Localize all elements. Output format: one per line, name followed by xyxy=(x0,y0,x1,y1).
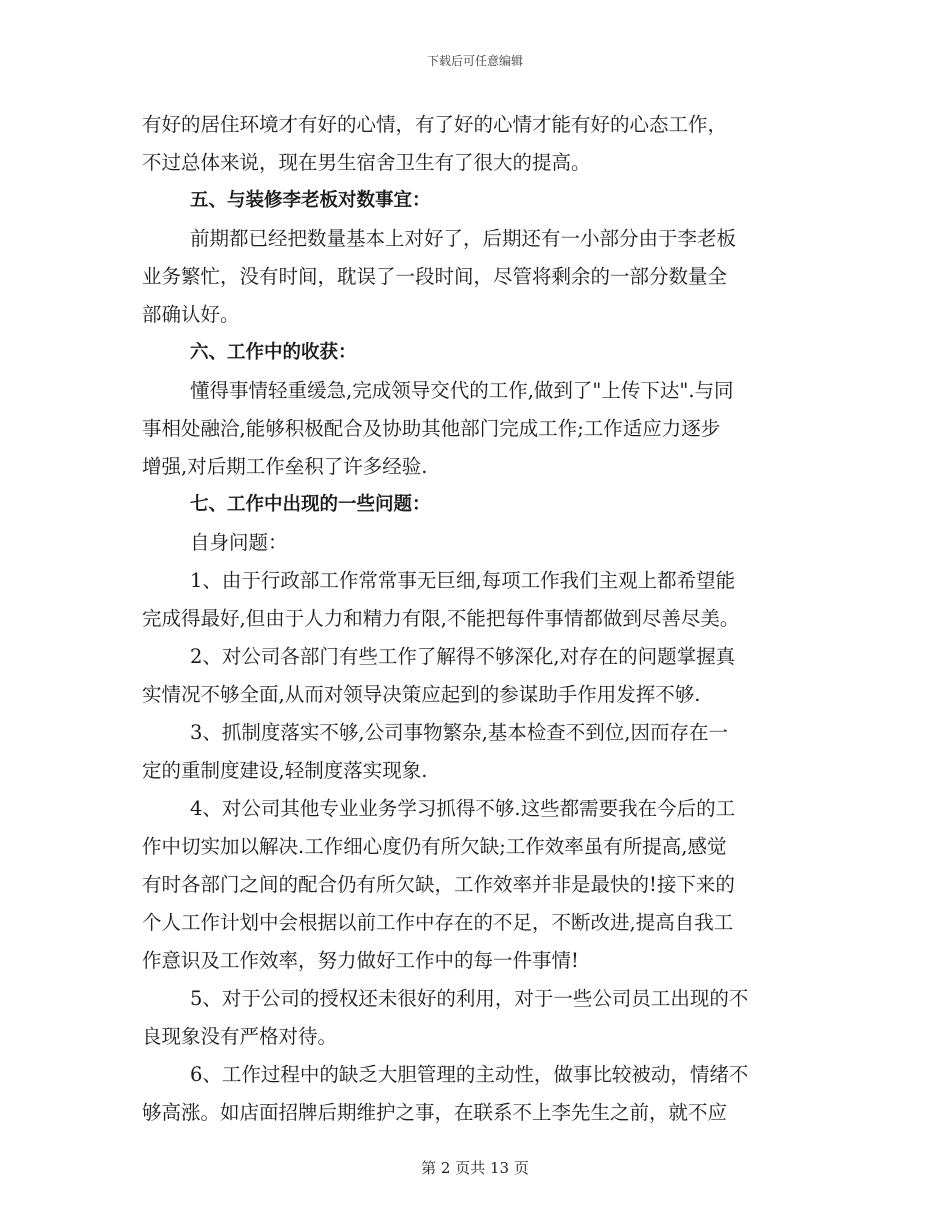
section-heading: 五、与装修李老板对数事宜： xyxy=(190,190,431,211)
text-line: 有好的居住环境才有好的心情，有了好的心情才能有好的心态工作， xyxy=(142,113,728,136)
text-line: 懂得事情轻重缓急,完成领导交代的工作,做到了"上传下达".与同 xyxy=(190,379,734,402)
text-line: 实情况不够全面,从而对领导决策应起到的参谋助手作用发挥不够. xyxy=(142,683,701,706)
page-footer: 第 2 页共 13 页 xyxy=(421,1159,529,1177)
text-line: 前期都已经把数量基本上对好了，后期还有一小部分由于李老板 xyxy=(190,227,737,250)
text-line: 1、由于行政部工作常常事无巨细,每项工作我们主观上都希望能 xyxy=(190,569,736,592)
text-line: 不过总体来说，现在男生宿舍卫生有了很大的提高。 xyxy=(142,151,591,174)
document-body xyxy=(142,106,810,1132)
text-line: 定的重制度建设,轻制度落实现象. xyxy=(142,759,428,782)
text-line: 个人工作计划中会根据以前工作中存在的不足，不断改进,提高自我工 xyxy=(142,911,734,934)
page-header: 下载后可任意编辑 xyxy=(426,54,523,68)
text-line: 作意识及工作效率，努力做好工作中的每一件事情! xyxy=(142,949,579,972)
text-line: 自身问题： xyxy=(190,531,288,554)
text-line: 增强,对后期工作垒积了许多经验. xyxy=(142,455,428,478)
section-heading: 六、工作中的收获： xyxy=(190,342,357,363)
text-line: 事相处融洽,能够积极配合及协助其他部门完成工作;工作适应力逐步 xyxy=(142,417,721,440)
text-line: 6、工作过程中的缺乏大胆管理的主动性，做事比较被动，情绪不 xyxy=(190,1063,749,1086)
text-line: 够高涨。如店面招牌后期维护之事，在联系不上李先生之前，就不应 xyxy=(142,1101,728,1124)
text-line: 2、对公司各部门有些工作了解得不够深化,对存在的问题掌握真 xyxy=(190,645,736,668)
text-line: 4、对公司其他专业业务学习抓得不够.这些都需要我在今后的工 xyxy=(190,797,736,820)
text-line: 3、抓制度落实不够,公司事物繁杂,基本检查不到位,因而存在一 xyxy=(190,721,729,744)
text-line: 业务繁忙，没有时间，耽误了一段时间，尽管将剩余的一部分数量全 xyxy=(142,265,728,288)
text-line: 有时各部门之间的配合仍有所欠缺，工作效率并非是最快的!接下来的 xyxy=(142,873,735,896)
text-line: 良现象没有严格对待。 xyxy=(142,1025,338,1048)
text-line: 5、对于公司的授权还未很好的利用，对于一些公司员工出现的不 xyxy=(190,987,749,1010)
text-line: 作中切实加以解决.工作细心度仍有所欠缺;工作效率虽有所提高,感觉 xyxy=(142,835,727,858)
text-line: 完成得最好,但由于人力和精力有限,不能把每件事情都做到尽善尽美。 xyxy=(142,607,740,630)
text-line: 部确认好。 xyxy=(142,303,240,326)
section-heading: 七、工作中出现的一些问题： xyxy=(190,494,431,515)
